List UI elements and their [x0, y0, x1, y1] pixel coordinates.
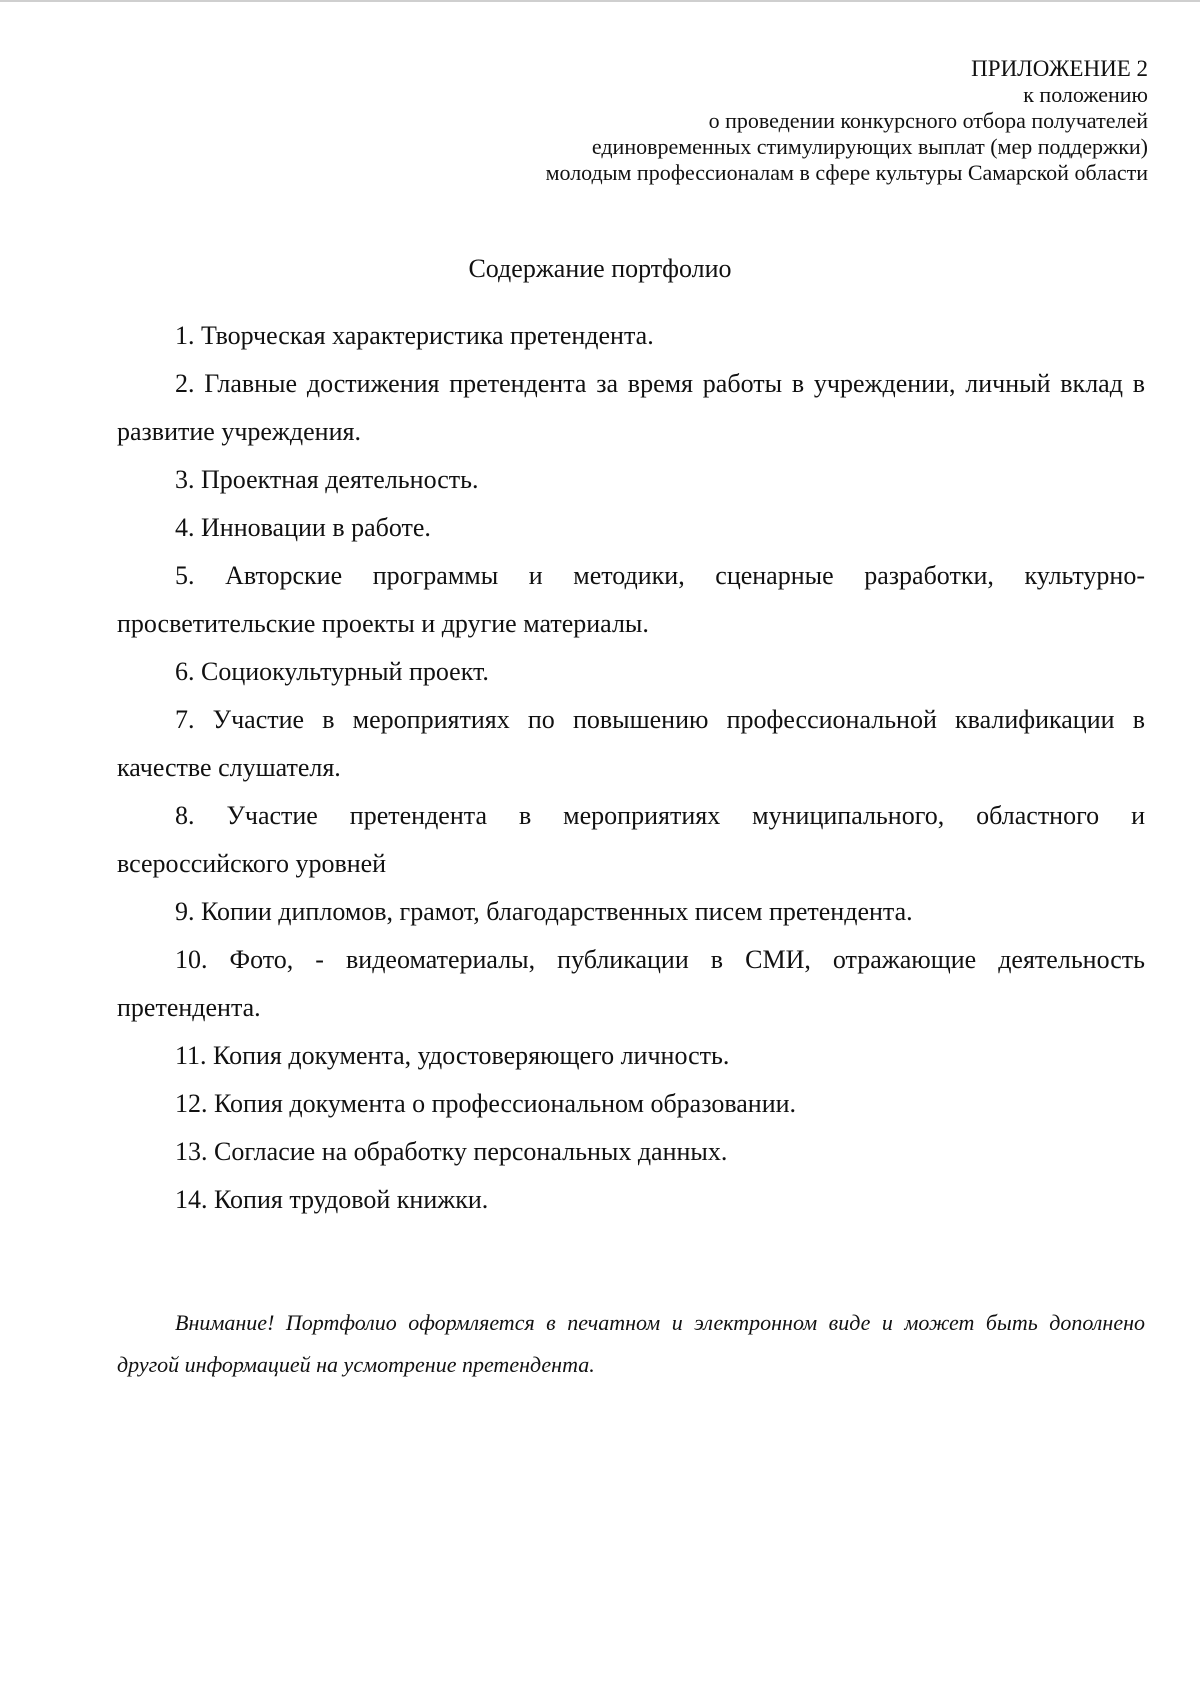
list-item: 1. Творческая характеристика претендента.: [175, 321, 654, 350]
annex-reference-line: молодым профессионалам в сфере культуры Самарской области: [545, 160, 1148, 185]
annex-reference-line: единовременных стимулирующих выплат (мер поддержки): [591, 134, 1148, 159]
list-item: 9. Копии дипломов, грамот, благодарственных писем претендента.: [175, 897, 913, 926]
list-item: 8. Участие претендента в мероприятиях муниципального, областного и всероссийского уровней: [117, 801, 1145, 878]
list-item: 6. Социокультурный проект.: [175, 657, 489, 686]
list-item: 2. Главные достижения претендента за время работы в учреждении, личный вклад в развитие учреждения.: [117, 369, 1145, 446]
list-item: 7. Участие в мероприятиях по повышению профессиональной квалификации в качестве слушателя.: [117, 705, 1145, 782]
document-title: Содержание портфолио: [468, 254, 732, 283]
annex-reference-line: к положению: [1023, 82, 1148, 107]
list-item: 14. Копия трудовой книжки.: [175, 1185, 489, 1214]
list-item: 11. Копия документа, удостоверяющего личность.: [175, 1041, 730, 1070]
annex-reference-line: о проведении конкурсного отбора получателей: [708, 108, 1148, 133]
annex-number: ПРИЛОЖЕНИЕ 2: [971, 56, 1148, 81]
attention-note: Внимание! Портфолио оформляется в печатном и электронном виде и может быть дополнено другой информацией на усмотрение претендента.: [117, 1310, 1145, 1377]
list-item: 5. Авторские программы и методики, сценарные разработки, культурно-просветительские проекты и другие материалы.: [117, 561, 1145, 638]
list-item: 12. Копия документа о профессиональном образовании.: [175, 1089, 797, 1118]
list-item: 13. Согласие на обработку персональных данных.: [175, 1137, 728, 1166]
annex-header: [348, 56, 1148, 186]
page-top-edge: [0, 0, 1200, 2]
portfolio-contents-list: [117, 312, 1145, 1224]
list-item: 3. Проектная деятельность.: [175, 465, 479, 494]
list-item: 10. Фото, - видеоматериалы, публикации в СМИ, отражающие деятельность претендента.: [117, 945, 1145, 1022]
list-item: 4. Инновации в работе.: [175, 513, 431, 542]
